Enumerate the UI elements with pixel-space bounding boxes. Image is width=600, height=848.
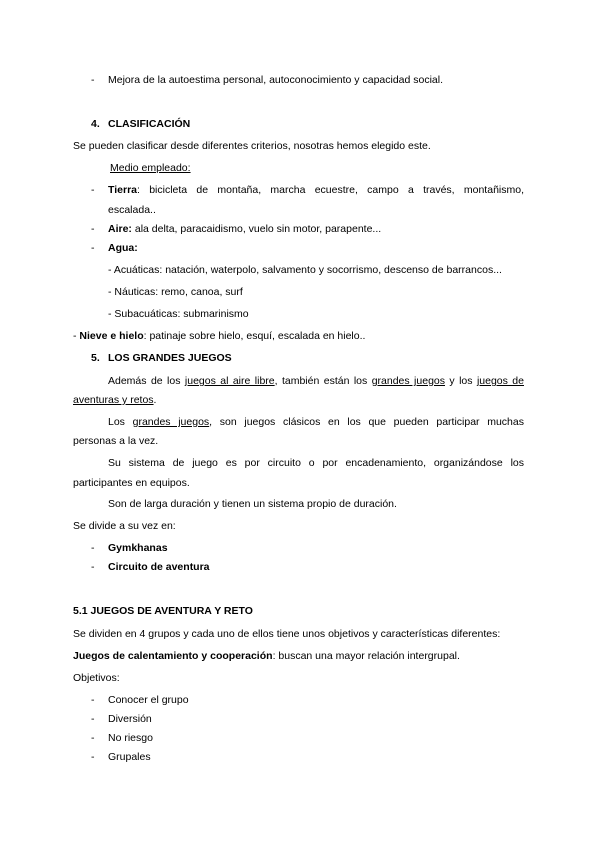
section4-number: 4. — [91, 118, 100, 130]
link-juegos-de[interactable]: juegos de — [476, 375, 524, 387]
p1-text-c: y los — [445, 375, 477, 387]
section5-title: LOS GRANDES JUEGOS — [108, 352, 232, 364]
link-grandes-juegos[interactable]: grandes juegos — [371, 375, 445, 387]
section51-intro: Se dividen en 4 grupos y cada uno de ellos tiene unos objetivos y características diferentes: — [73, 628, 501, 640]
nauticas-line: - Náuticas: remo, canoa, surf — [108, 286, 243, 298]
bullet-dash: - — [91, 694, 95, 706]
objetivo-item: No riesgo — [108, 732, 153, 744]
group-label: Juegos de calentamiento y cooperación — [73, 650, 273, 662]
tierra-text-line1: : bicicleta de montaña, marcha ecuestre, campo a través, montañismo, — [137, 184, 524, 196]
aire-label: Aire: — [108, 223, 132, 235]
bullet-dash: - — [91, 732, 95, 744]
nieve-prefix: - — [73, 330, 80, 342]
p2-text-a: Los — [108, 416, 133, 428]
section5-p3-line2: participantes en equipos. — [73, 477, 190, 489]
bullet-dash: - — [91, 74, 95, 86]
item-gymkhanas: Gymkhanas — [108, 542, 168, 554]
section5-number: 5. — [91, 352, 100, 364]
tierra-text-line2: escalada.. — [108, 204, 156, 216]
bullet-dash: - — [91, 542, 95, 554]
section51-group-line — [73, 649, 460, 663]
bullet-dash: - — [91, 561, 95, 573]
objetivo-item: Conocer el grupo — [108, 694, 189, 706]
section5-p2-line2: personas a la vez. — [73, 435, 159, 447]
nieve-label: Nieve e hielo — [79, 330, 144, 342]
subacuaticas-line: - Subacuáticas: submarinismo — [108, 308, 249, 320]
bullet-dash: - — [91, 713, 95, 725]
nieve-line — [73, 329, 365, 343]
p1-end: . — [153, 394, 157, 406]
bullet-dash: - — [91, 184, 95, 196]
aire-text: ala delta, paracaidismo, vuelo sin motor, parapente... — [131, 223, 382, 235]
link-grandes-juegos-2[interactable]: grandes juegos — [132, 416, 210, 428]
objetivo-item: Grupales — [108, 751, 151, 763]
p2-text-b: , son juegos clásicos en los que pueden participar muchas — [209, 416, 524, 428]
objetivo-item: Diversión — [108, 713, 152, 725]
section5-p3-line1: Su sistema de juego es por circuito o por encadenamiento, organizándose los — [108, 457, 524, 469]
acuaticas-line: - Acuáticas: natación, waterpolo, salvamento y socorrismo, descenso de barrancos... — [108, 264, 502, 276]
section5-divide: Se divide a su vez en: — [73, 520, 176, 532]
section4-intro: Se pueden clasificar desde diferentes criterios, nosotras hemos elegido este. — [73, 140, 431, 152]
p1-text-a: Además de los — [108, 375, 185, 387]
section5-p4: Son de larga duración y tienen un sistema propio de duración. — [108, 498, 397, 510]
bullet-dash: - — [91, 751, 95, 763]
bullet-dash: - — [91, 223, 95, 235]
section4-subheading: Medio empleado: — [110, 162, 191, 174]
section5-p1-line1 — [108, 374, 524, 388]
group-text: : buscan una mayor relación intergrupal. — [272, 650, 460, 662]
tierra-label: Tierra — [108, 184, 137, 196]
link-juegos-aire-libre[interactable]: juegos al aire libre — [184, 375, 275, 387]
intro-bullet-text: Mejora de la autoestima personal, autoconocimiento y capacidad social. — [108, 74, 444, 86]
agua-label: Agua: — [108, 242, 138, 254]
item-circuito-aventura: Circuito de aventura — [108, 561, 210, 573]
p1-text-b: , también están los — [274, 375, 372, 387]
nieve-text: : patinaje sobre hielo, esquí, escalada en hielo.. — [143, 330, 366, 342]
link-aventuras-retos[interactable]: aventuras y retos — [73, 394, 154, 406]
tierra-line — [108, 183, 524, 197]
section51-title: 5.1 JUEGOS DE AVENTURA Y RETO — [73, 605, 253, 617]
section4-title: CLASIFICACIÓN — [108, 118, 191, 130]
aire-line — [108, 222, 381, 236]
section5-p2-line1 — [108, 415, 524, 429]
section5-p1-line2 — [73, 393, 156, 407]
bullet-dash: - — [91, 242, 95, 254]
objetivos-label: Objetivos: — [73, 672, 120, 684]
